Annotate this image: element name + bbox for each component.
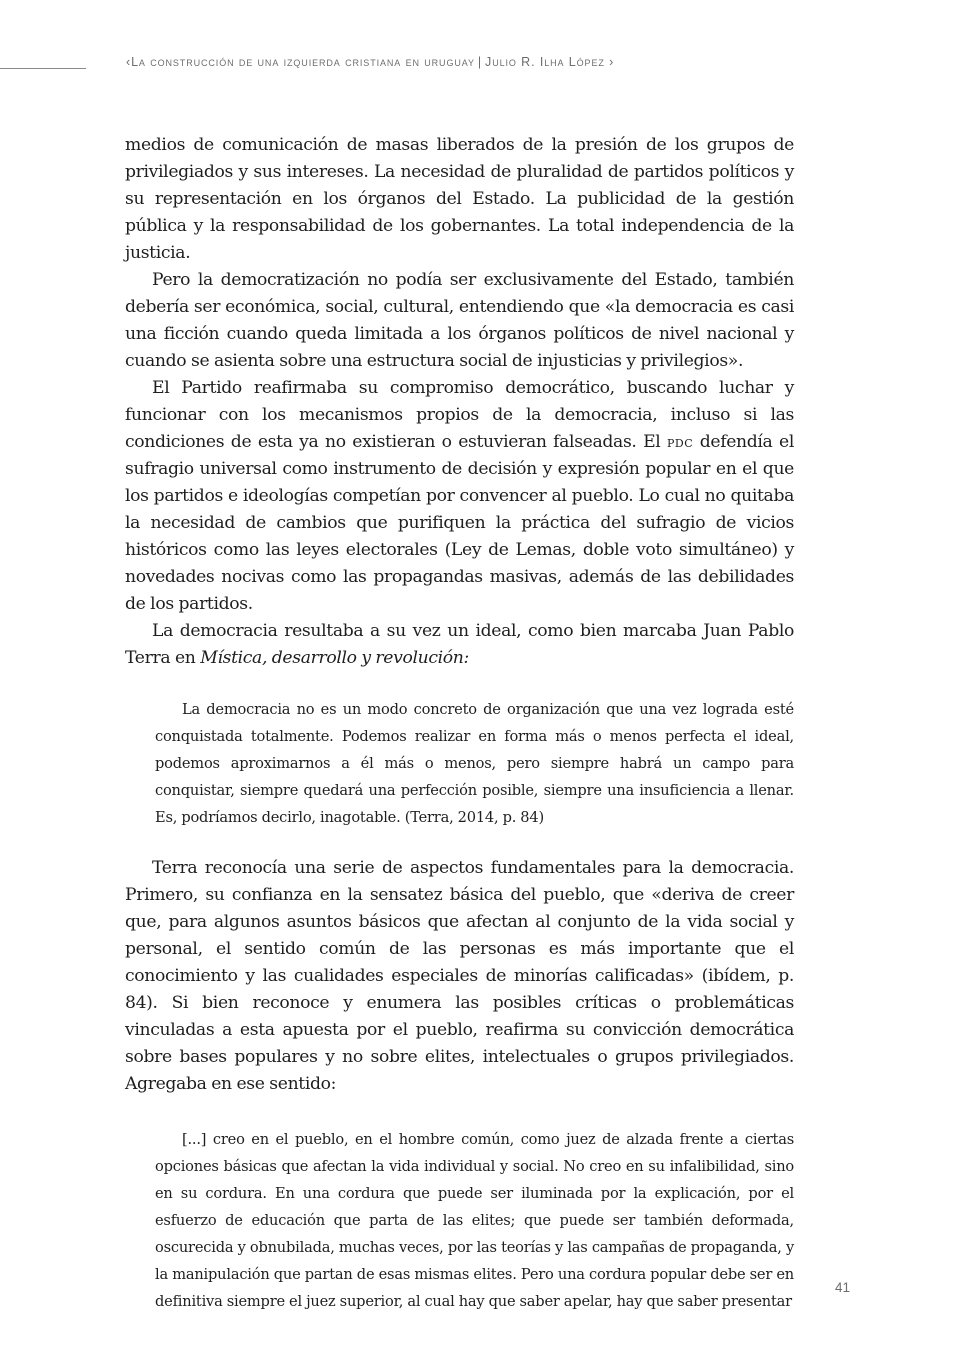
block-quote-1: La democracia no es un modo concreto de organización que una vez lograda esté conquistada totalmente. Podemos realizar en forma más o menos perfecta el ideal, podemos aproximarnos a él más o menos, pero siempre habrá un campo para conquistar, siempre quedará una perfección posible, siempre una insuficiencia a llenar. Es, podríamos decirlo, inagotable. (Terra, 2014, p. 84) (155, 701, 794, 826)
running-header (126, 55, 846, 69)
book-title: Mística, desarrollo y revolución: (200, 648, 469, 668)
page-number: 41 (834, 1280, 850, 1295)
block-quote-2: [...] creo en el pueblo, en el hombre común, como juez de alzada frente a ciertas opciones básicas que afectan la vida individual y social. No creo en su infalibilidad, sino en su cordura. En una cordura que puede ser iluminada por la explicación, por el esfuerzo de educación que parta de las elites; que puede ser también deformada, oscurecida y obnubilada, muchas veces, por las teorías y las campañas de propaganda, y la manipulación que partan de esas mismas elites. Pero una cordura popular debe ser en definitiva siempre el juez superior, al cual hay que saber apelar, hay que saber presentar (155, 1131, 794, 1310)
paragraph-3 (125, 375, 794, 618)
paragraph-2: Pero la democratización no podía ser exclusivamente del Estado, también debería ser económica, social, cultural, entendiendo que «la democracia es casi una ficción cuando queda limitada a los órganos políticos de nivel nacional y cuando se asienta sobre una estructura social de injusticias y privilegios». (125, 270, 794, 371)
paragraph-4 (125, 618, 794, 672)
pdc-acronym: pdc (667, 433, 694, 451)
paragraph-1: medios de comunicación de masas liberados de la presión de los grupos de privilegiados y sus intereses. La necesidad de pluralidad de partidos políticos y su representación en los órganos del Estado. La publicidad de la gestión pública y la responsabilidad de los gobernantes. La total independencia de la justicia. (125, 135, 794, 263)
header-title: ‹La construcción de una izquierda cristiana en uruguay (126, 55, 475, 69)
paragraph-3-start: El Partido reafirmaba su compromiso democrático, buscando luchar y funcionar con los mecanismos propios de la democracia, incluso si las condiciones de esta ya no existieran o estuvieran falseadas. El (125, 378, 794, 452)
paragraph-4-start: La democracia resultaba a su vez un ideal, como bien marcaba Juan Pablo Terra en (125, 621, 794, 668)
paragraph-5: Terra reconocía una serie de aspectos fundamentales para la democracia. Primero, su confianza en la sensatez básica del pueblo, que «deriva de creer que, para algunos asuntos básicos que afectan al conjunto de la vida social y personal, el sentido común de las personas es más importante que el conocimiento y las cualidades especiales de minorías calificadas» (ibídem, p. 84). Si bien reconoce y enumera las posibles críticas o problemáticas vinculadas a esta apuesta por el pueblo, reafirma su convicción democrática sobre bases populares y no sobre elites, intelectuales o grupos privilegiados. Agregaba en ese sentido: (125, 858, 794, 1094)
header-author: Julio R. Ilha López › (485, 55, 615, 69)
paragraph-3-end: defendía el sufragio universal como instrumento de decisión y expresión popular en el que los partidos e ideologías competían por convencer al pueblo. Lo cual no quitaba la necesidad de cambios que purifiquen la práctica del sufragio de vicios históricos como las leyes electorales (Ley de Lemas, doble voto simultáneo) y novedades nocivas como las propagandas masivas, además de las debilidades de los partidos. (125, 432, 794, 614)
body-text (125, 132, 794, 1315)
header-separator: | (477, 55, 483, 69)
header-rule (0, 68, 86, 69)
